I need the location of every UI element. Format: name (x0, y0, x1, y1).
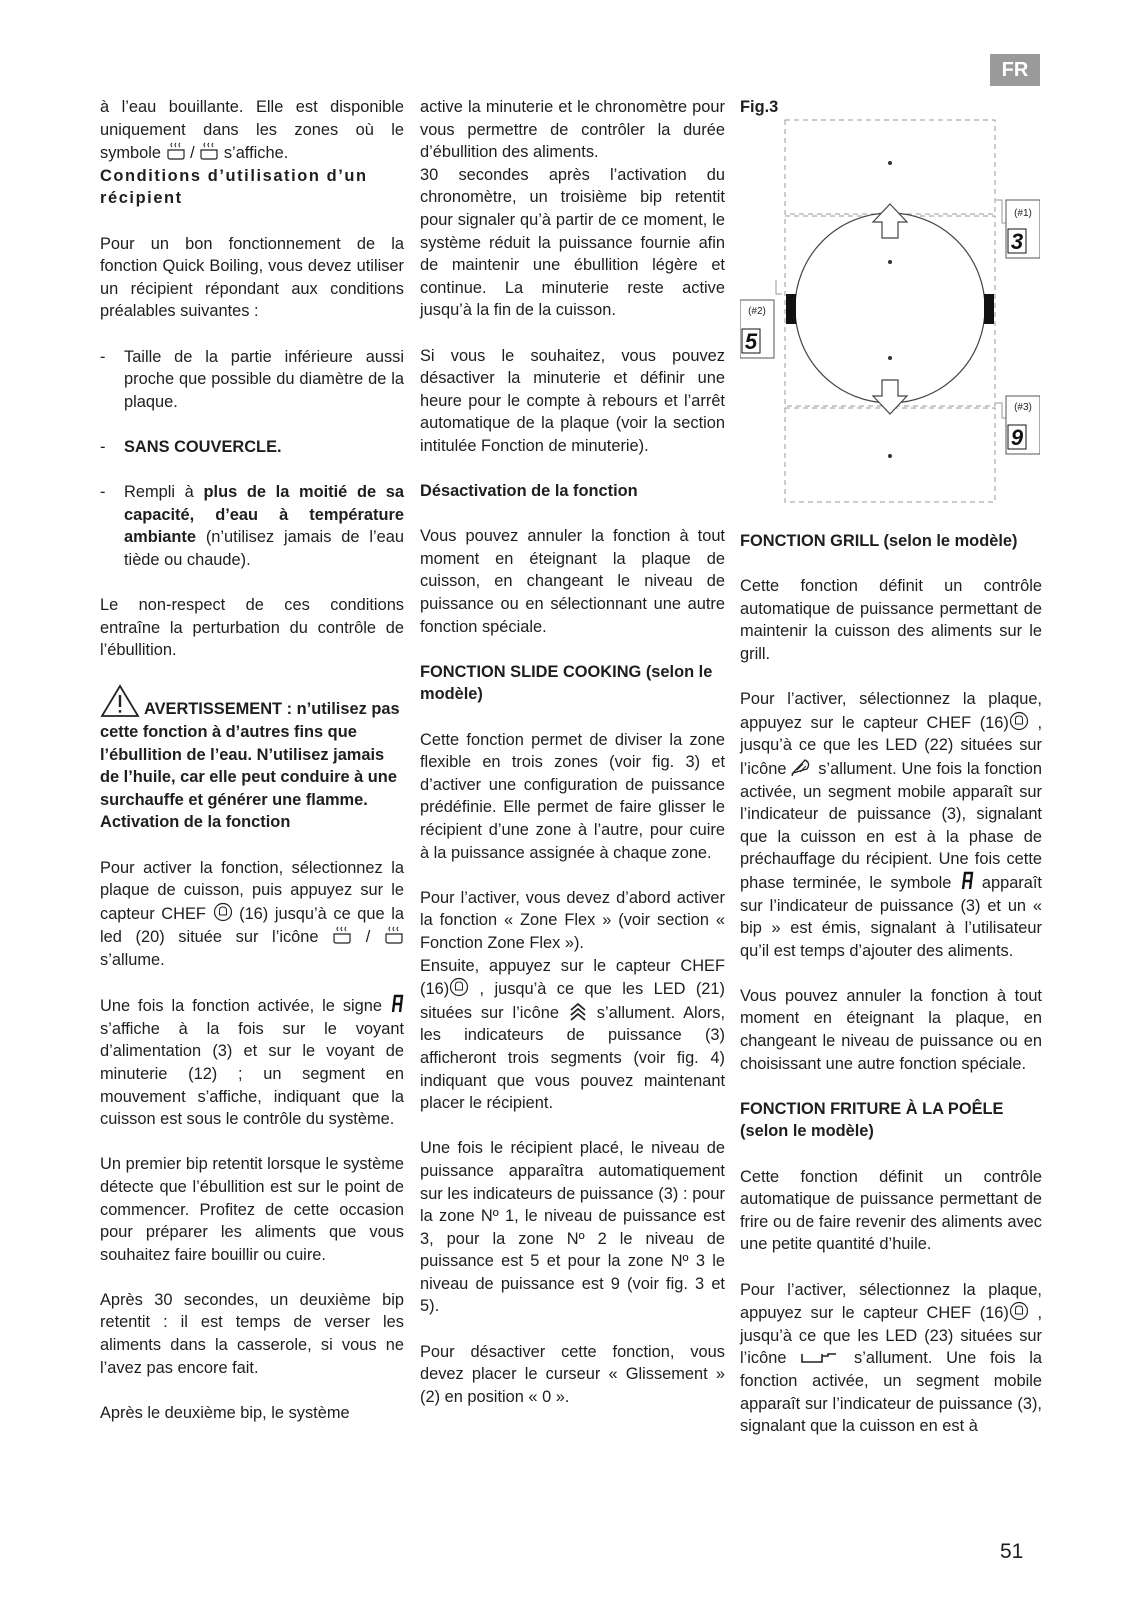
list-item: - Taille de la partie inférieure aussi proche que possible du diamètre de la plaque. (100, 347, 404, 411)
chef-sensor-icon (449, 977, 469, 997)
warning-icon (100, 684, 140, 718)
figure-label: Fig.3 (740, 98, 779, 116)
paragraph-9: Pour désactiver cette fonction, vous devez placer le curseur « Glissement » (2) en position « 0 ». (420, 1342, 725, 1406)
paragraph-bip2: Après 30 secondes, un deuxième bip retentit : il est temps de verser les aliments dans la casserole, si vous ne l’avez pas encore fait. (100, 1290, 404, 1377)
zone-value-2: 5 (744, 329, 758, 354)
paragraph-7: Ensuite, appuyez sur le capteur CHEF (16) , jusqu’à ce que les LED (21) situées sur l’icône s’allument. Alors, les indicateurs de puissance (3) afficheront trois segments (voir fig. 4) indiquant que vous pouvez maintenant placer le récipient. (420, 956, 726, 1113)
pot-steam-icon (166, 141, 186, 161)
zone-value-3: 9 (1010, 425, 1024, 450)
paragraph-friture-1: Cette fonction définit un contrôle automatique de puissance permettant de frire ou de faire revenir des aliments avec une petite quantité d’huile. (740, 1167, 1042, 1254)
paragraph-6: Pour l’activer, vous devez d’abord activer la fonction « Zone Flex » (voir section « Fonction Zone Flex »). (420, 888, 725, 952)
zone-tag-2: (#2) (748, 306, 766, 317)
heading-desactivation: Désactivation de la fonction (420, 482, 638, 501)
paragraph-friture-2: Pour l’activer, sélectionnez la plaque, appuyez sur le capteur CHEF (16) , jusqu’à ce que les LED (23) situées sur l’icône s’allument. Une fois la fonction activée, un segment mobile apparaît sur l’indicateur de puissance (3), signalant que la cuisson en est à (740, 1280, 1043, 1436)
list-item: - Rempli à plus de la moitié de sa capacité, d’eau à température ambiante (n’utilisez jamais de l’eau tiède ou chaude). (100, 483, 405, 569)
paragraph-sign: Une fois la fonction activée, le signe s’affiche à la fois sur le voyant d’alimentation (3) et sur le voyant de minuterie (12) ; un segment en mouvement s’affiche, indiquant que la cuisson est sous le contrôle du système. (100, 994, 404, 1131)
zone-bar-right (984, 294, 994, 324)
heading-grill: FONCTION GRILL (selon le modèle) (740, 532, 1018, 550)
heading-slide-cooking: FONCTION SLIDE COOKING (selon le modèle) (420, 662, 713, 704)
list-item: - SANS COUVERCLE. (100, 437, 282, 456)
figure-3-diagram (740, 118, 1040, 516)
paragraph-1: active la minuterie et le chronomètre pour vous permettre de contrôler la durée d’ébullition des aliments. (420, 98, 725, 162)
slide-arrows-icon (568, 1001, 588, 1021)
heading-conditions: Conditions d’utilisation d’un récipient (100, 166, 368, 208)
segment-a-icon (390, 994, 404, 1014)
paragraph-4: Vous pouvez annuler la fonction à tout moment en éteignant la plaque de cuisson, en changeant le niveau de puissance ou en sélectionnant une autre fonction spéciale. (420, 527, 725, 636)
paragraph-5: Cette fonction permet de diviser la zone flexible en trois zones (voir fig. 3) et d’activer une configuration de puissance prédéfinie. Elle permet de faire glisser le récipient d’une zone à l’autre, pour cuire à la puissance assignée à chaque zone. (420, 730, 725, 862)
pot-steam-icon (199, 141, 219, 161)
separator: / (190, 144, 195, 163)
paragraph-grill-3: Vous pouvez annuler la fonction à tout moment en éteignant la plaque, en changeant le niveau de puissance ou en choisissant une autre fonction spéciale. (740, 986, 1042, 1073)
paragraph-bip3: Après le deuxième bip, le système (100, 1403, 350, 1422)
heading-friture: FONCTION FRITURE À LA POÊLE (selon le modèle) (740, 1099, 1004, 1141)
column-2 (420, 96, 725, 1408)
grill-icon (791, 757, 813, 777)
column-1 (100, 96, 404, 1424)
zone-value-1: 3 (1010, 229, 1024, 254)
chef-sensor-icon (1009, 711, 1029, 731)
warning-text: AVERTISSEMENT : n’utilisez pas cette fonction à d’autres fins que l’ébullition de l’eau. N’utilisez jamais de l’huile, car elle peut conduire à une surchauffe et générer une flamme. (100, 700, 400, 809)
paragraph-conditions: Pour un bon fonctionnement de la fonction Quick Boiling, vous devez utiliser un récipient répondant aux conditions préalables suivantes : (100, 234, 404, 321)
pot-steam-icon (384, 925, 404, 945)
paragraph-activation: Pour activer la fonction, sélectionnez la plaque de cuisson, puis appuyez sur le capteur CHEF (16) jusqu’à ce que la led (20) située sur l’icône / s’allume. (100, 858, 404, 969)
chef-sensor-icon (1009, 1301, 1029, 1321)
zone-tag-1: (#1) (1014, 208, 1032, 219)
pot-steam-icon (332, 925, 352, 945)
intro-text-end: s’affiche. (223, 144, 289, 163)
zone-bar-left (786, 294, 796, 324)
paragraph-2: 30 secondes après l’activation du chronomètre, un troisième bip retentit pour signaler qu’à partir de ce moment, le système réduit la puissance fournie afin de maintenir une ébullition légère et continue. La minuterie reste active jusqu’à la fin de la cuisson. (420, 165, 725, 320)
segment-a-icon (960, 871, 974, 891)
page-number: 51 (1000, 1540, 1024, 1563)
paragraph-nonrespect: Le non-respect de ces conditions entraîne la perturbation du contrôle de l’ébullition. (100, 596, 404, 660)
paragraph-3: Si vous le souhaitez, vous pouvez désactiver la minuterie et définir une heure pour le compte à rebours et l’arrêt automatique de la plaque (voir la section intitulée Fonction de minuterie). (420, 346, 725, 455)
chef-sensor-icon (213, 902, 233, 922)
heading-activation: Activation de la fonction (100, 813, 291, 832)
column-3 (740, 96, 1042, 119)
intro-paragraph (100, 96, 404, 165)
warning-paragraph (100, 684, 404, 811)
paragraph-grill-2: Pour l’activer, sélectionnez la plaque, appuyez sur le capteur CHEF (16) , jusqu’à ce que les LED (22) situées sur l’icône s’allument. Une fois la fonction activée, un segment mobile apparaît sur l’indicateur de puissance (3), signalant que la cuisson en est à la phase de préchauffage du récipient. Une fois cette phase terminée, le symbole apparaît sur l’indicateur de puissance (3) et un « bip » est émis, signalant à l’utilisateur qu’il est temps d’ajouter des aliments. (740, 690, 1043, 960)
paragraph-8: Une fois le récipient placé, le niveau de puissance apparaîtra automatiquement sur les indicateurs de puissance (3) : pour la zone Nº 1, le niveau de puissance est 3, pour la zone Nº 2 le niveau de puissance est 5 et pour la zone Nº 3 le niveau de puissance est 9 (voir fig. 3 et 5). (420, 1139, 725, 1316)
language-badge: FR (990, 54, 1040, 86)
paragraph-bip1: Un premier bip retentit lorsque le système détecte que l’ébullition est sur le point de commencer. Profitez de cette occasion pour préparer les aliments que vous souhaitez faire bouillir ou cuire. (100, 1155, 404, 1264)
conditions-list (100, 346, 404, 572)
paragraph-grill-1: Cette fonction définit un contrôle automatique de puissance permettant de maintenir la cuisson des aliments sur le grill. (740, 577, 1042, 663)
zone-tag-3: (#3) (1014, 402, 1032, 413)
frying-pan-icon (800, 1350, 840, 1366)
column-3-text (740, 530, 1042, 1438)
intro-text: à l’eau bouillante. Elle est disponible uniquement dans les zones où le symbole (100, 98, 404, 163)
